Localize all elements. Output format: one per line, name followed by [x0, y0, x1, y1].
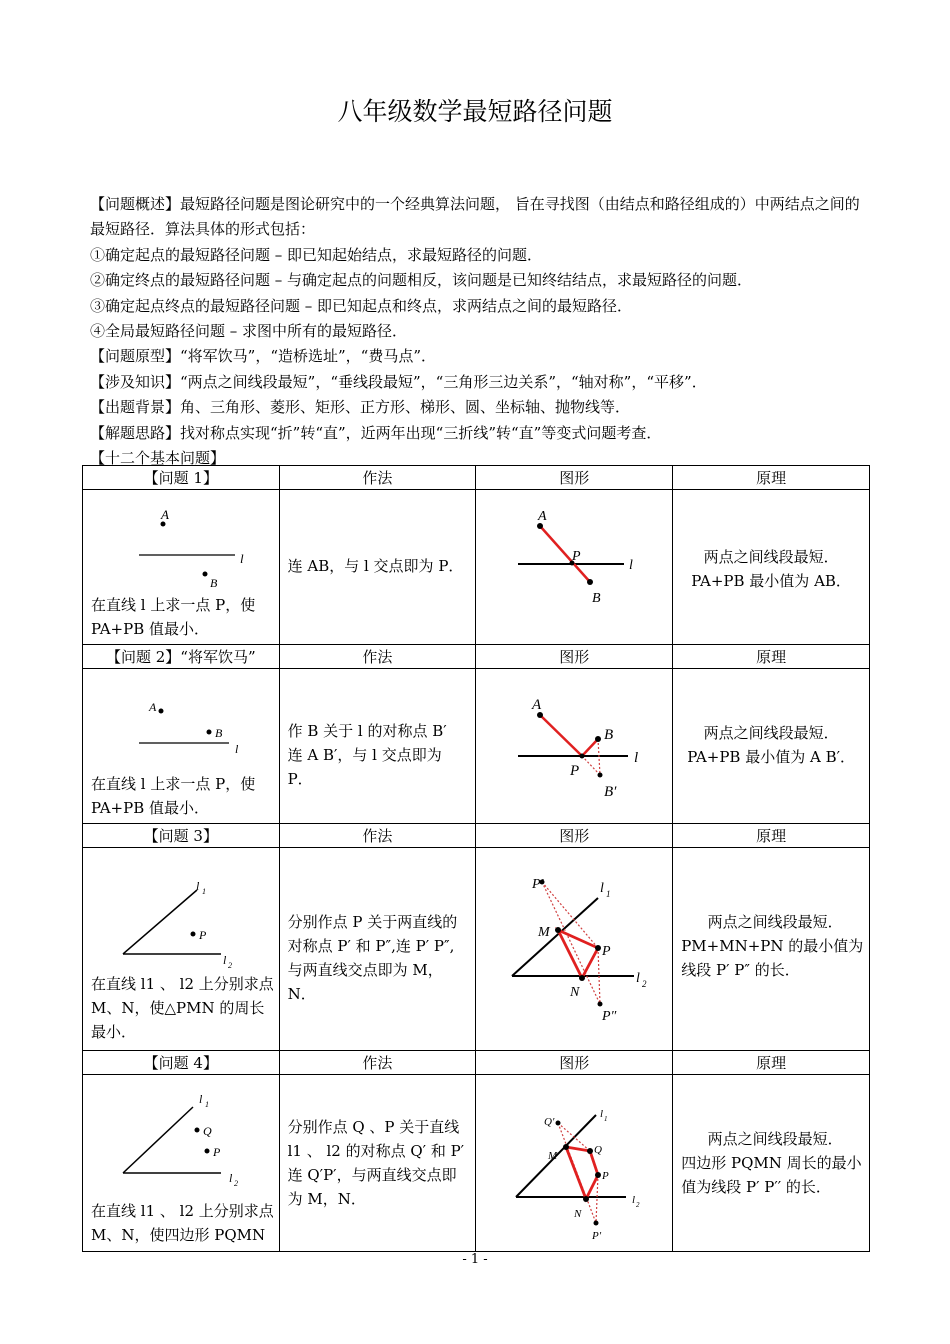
table-row — [83, 645, 870, 669]
method-text: 对称点 P′ 和 P″,连 P′ P″, — [287, 937, 455, 955]
label-sub1: 1 — [202, 887, 206, 896]
page-title: 八年级数学最短路径问题 — [337, 97, 613, 126]
problem-cell — [83, 669, 280, 824]
label-q: Q — [594, 1144, 603, 1156]
table-row — [83, 1051, 870, 1075]
label-q: Q — [203, 1124, 212, 1138]
principle-header: 原理 — [673, 466, 870, 490]
problem-3-figure — [476, 848, 672, 1046]
label-m: M — [538, 925, 550, 940]
figure-header: 图形 — [476, 824, 673, 848]
principle-text: PM+MN+PN 的最小值为 — [681, 937, 864, 955]
problem-cell — [83, 848, 280, 1051]
principle-text: 四边形 PQMN 周长的最小 — [681, 1154, 862, 1172]
principle-text: 两点之间线段最短． — [703, 548, 839, 566]
label-l1: l — [196, 879, 200, 893]
method-text: 分别作点 Q 、P 关于直线 — [287, 1118, 460, 1136]
figure-cell — [476, 490, 673, 645]
approach: 【解题思路】找对称点实现“折”转“直”，近两年出现“三折线”转“直”等变式问题考查． — [90, 423, 662, 442]
label-l1: l — [600, 881, 605, 896]
label-l: l — [634, 750, 639, 766]
problem-cell — [83, 490, 280, 645]
label-b-prime: B′ — [604, 784, 617, 800]
method-text: 连 Q′P′，与两直线交点即 — [287, 1166, 457, 1184]
figure-header: 图形 — [476, 645, 673, 669]
problem-1-figure — [476, 490, 672, 640]
figure-header: 图形 — [476, 466, 673, 490]
principle-text: 线段 P′ P″ 的长． — [681, 961, 800, 979]
principle-header: 原理 — [673, 1051, 870, 1075]
label-p: P — [199, 928, 207, 942]
item-3: ③确定起点终点的最短路径问题 – 即已知起点和终点，求两结点之间的最短路径． — [90, 296, 633, 315]
overview: 【问题概述】最短路径问题是图论研究中的一个经典算法问题， 旨在寻找图（由结点和路径组成的）中两结点之间的最短路径．算法具体的形式包括： — [90, 195, 860, 239]
figure-header: 图形 — [476, 1051, 673, 1075]
label-b: B — [604, 727, 614, 743]
problem-2-figure — [476, 669, 672, 819]
label-p: P — [572, 549, 581, 564]
label-b: B — [215, 726, 223, 740]
problem-title: 【问题 1】 — [83, 466, 280, 490]
problem-text: PA+PB 值最小． — [91, 620, 210, 638]
table-row — [83, 1075, 870, 1252]
problem-4-sketch — [83, 1075, 279, 1200]
principle-cell — [673, 1075, 870, 1252]
label-l2: l — [632, 1194, 636, 1206]
label-sub2: 2 — [234, 1179, 238, 1188]
label-sub1: 1 — [604, 1115, 608, 1123]
problem-title: 【问题 2】“将军饮马” — [83, 645, 280, 669]
problem-text: M、N，使△PMN 的周长 — [91, 999, 265, 1017]
principle-cell — [673, 848, 870, 1051]
table-row — [83, 848, 870, 1051]
label-l2: l — [223, 953, 227, 967]
table-row — [83, 490, 870, 645]
problems-table — [82, 465, 870, 1252]
item-1: ①确定起点的最短路径问题 – 即已知起始结点，求最短路径的问题． — [90, 245, 543, 264]
problem-text: 在直线 l1 、 l2 上分别求点 — [91, 1202, 274, 1220]
label-l2: l — [229, 1171, 233, 1185]
problem-1-sketch — [83, 490, 279, 594]
method-text: 与两直线交点即为 M，N． — [287, 961, 443, 1003]
problem-text: PA+PB 值最小． — [91, 799, 210, 817]
label-p-prime: P′ — [532, 877, 544, 892]
background: 【出题背景】角、三角形、菱形、矩形、正方形、梯形、圆、坐标轴、抛物线等． — [90, 398, 631, 417]
problem-title: 【问题 4】 — [83, 1051, 280, 1075]
label-a: A — [161, 507, 169, 522]
label-p: P — [213, 1145, 221, 1159]
problem-text: 在直线 l 上求一点 P，使 — [91, 775, 256, 793]
principle-text: PA+PB 最小值为 AB． — [691, 572, 851, 590]
principle-header: 原理 — [673, 824, 870, 848]
intro-section — [90, 192, 870, 471]
principle-header: 原理 — [673, 645, 870, 669]
twelve-heading: 【十二个基本问题】 — [90, 449, 226, 468]
figure-cell — [476, 669, 673, 824]
problem-text: 在直线 l1 、 l2 上分别求点 — [91, 975, 274, 993]
label-m: M — [548, 1150, 558, 1162]
problem-text: 最小． — [91, 1023, 137, 1041]
label-a: A — [532, 697, 542, 713]
label-p: P — [602, 1170, 609, 1182]
label-l1: l — [600, 1108, 604, 1120]
label-b: B — [592, 591, 601, 606]
label-a: A — [149, 700, 157, 714]
method-cell — [279, 490, 476, 645]
method-text: 作 B 关于 l 的对称点 B′ — [287, 722, 447, 740]
problem-2-sketch — [83, 669, 279, 773]
method-text: l1 、 l2 的对称点 Q′ 和 P′ — [287, 1142, 465, 1160]
figure-cell — [476, 1075, 673, 1252]
label-sub1: 1 — [606, 889, 611, 899]
label-sub2: 2 — [642, 979, 647, 989]
method-header: 作法 — [279, 824, 476, 848]
table-row — [83, 466, 870, 490]
label-p: P — [602, 944, 611, 959]
principle-cell — [673, 490, 870, 645]
figure-cell — [476, 848, 673, 1051]
table-row — [83, 824, 870, 848]
label-sub2: 2 — [228, 961, 232, 970]
label-q-prime: Q′ — [544, 1116, 555, 1128]
principle-text: 两点之间线段最短． — [703, 724, 839, 742]
principle-text: 两点之间线段最短． — [707, 1130, 843, 1148]
label-b: B — [210, 576, 218, 590]
method-text: 为 M，N． — [287, 1190, 366, 1208]
principle-cell — [673, 669, 870, 824]
prototype: 【问题原型】“将军饮马”，“造桥选址”，“费马点”． — [90, 347, 437, 366]
problem-text: 在直线 l 上求一点 P，使 — [91, 596, 256, 614]
label-sub1: 1 — [205, 1100, 209, 1109]
method-text: 连 A B′，与 l 交点即为 P． — [287, 746, 442, 788]
method-cell — [279, 669, 476, 824]
label-l1: l — [199, 1092, 203, 1106]
principle-text: 两点之间线段最短． — [707, 913, 843, 931]
item-2: ②确定终点的最短路径问题 – 与确定起点的问题相反，该问题是已知终结结点，求最短路径的问题． — [90, 271, 753, 290]
label-n: N — [574, 1208, 582, 1220]
label-a: A — [538, 509, 547, 524]
problem-cell — [83, 1075, 280, 1252]
principle-text: PA+PB 最小值为 A B′． — [687, 748, 856, 766]
problem-text: M、N，使四边形 PQMN — [91, 1226, 266, 1244]
principle-text: 值为线段 P′ P′′ 的长． — [681, 1178, 831, 1196]
problem-title: 【问题 3】 — [83, 824, 280, 848]
knowledge: 【涉及知识】“两点之间线段最短”，“垂线段最短”，“三角形三边关系”，“轴对称”，“平移”． — [90, 372, 707, 391]
label-p-prime: P′ — [592, 1230, 602, 1242]
method-cell — [279, 848, 476, 1051]
table-row — [83, 669, 870, 824]
method-header: 作法 — [279, 645, 476, 669]
label-p-double-prime: P″ — [602, 1009, 617, 1024]
label-sub2: 2 — [636, 1201, 640, 1209]
item-4: ④全局最短路径问题 – 求图中所有的最短路径． — [90, 322, 408, 341]
method-header: 作法 — [279, 1051, 476, 1075]
label-l: l — [240, 551, 244, 566]
label-l: l — [235, 742, 239, 756]
label-l2: l — [636, 971, 641, 986]
problem-4-figure — [476, 1075, 672, 1247]
method-text: 分别作点 P 关于两直线的 — [287, 913, 458, 931]
method-text: 连 AB，与 l 交点即为 P． — [287, 557, 464, 575]
page-number: - 1 - — [462, 1252, 488, 1267]
method-cell — [279, 1075, 476, 1252]
problem-3-sketch — [83, 848, 279, 973]
label-n: N — [570, 985, 580, 1000]
method-header: 作法 — [279, 466, 476, 490]
label-p: P — [570, 763, 580, 779]
label-l: l — [629, 558, 634, 573]
